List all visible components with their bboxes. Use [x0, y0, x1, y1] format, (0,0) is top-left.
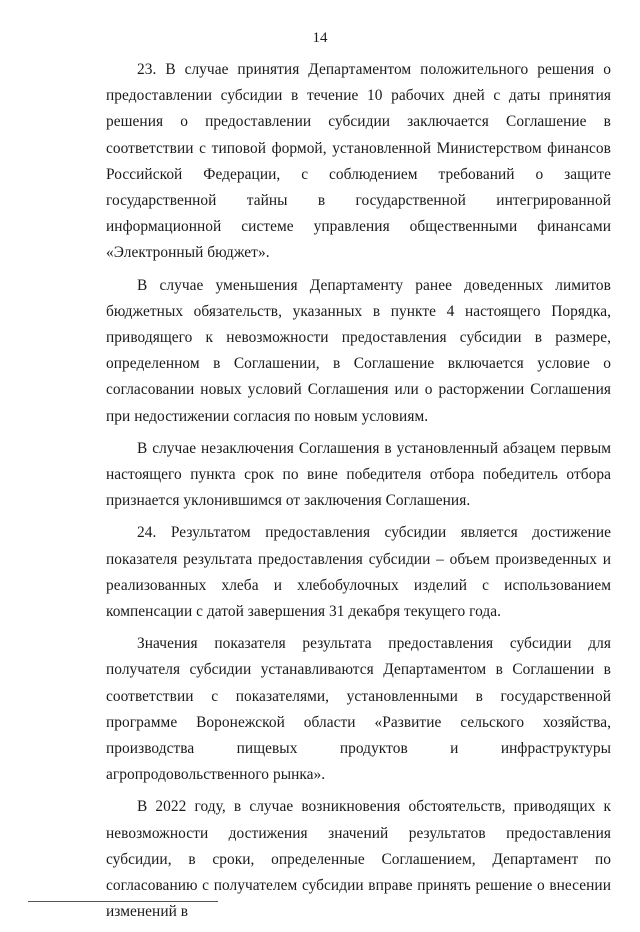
page-number: 14: [312, 30, 328, 46]
paragraph-indicator-values: Значения показателя результата предоставления субсидии для получателя субсидии устанавливаются Департаментом в Соглашении в соответствии с показателями, установленными в государственной программе Воронежской области «Развитие сельского хозяйства, производства пищевых продуктов и инфраструктуры агропродовольственного рынка».: [106, 635, 611, 784]
paragraph-23: 23. В случае принятия Департаментом положительного решения о предоставлении субсидии в течение 10 рабочих дней с даты принятия решения о предоставлении субсидии заключается Соглашение в соответствии с типовой формой, установленной Министерством финансов Российской Федерации, с соблюдением требований о защите государственной тайны в государственной интегрированной информационной системе управления общественными финансами «Электронный бюджет».: [106, 61, 611, 262]
document-body: [106, 57, 611, 932]
paragraph-non-conclusion: В случае незаключения Соглашения в установленный абзацем первым настоящего пункта срок по вине победителя отбора победитель отбора признается уклонившимся от заключения Соглашения.: [106, 439, 611, 510]
paragraph-2022: В 2022 году, в случае возникновения обстоятельств, приводящих к невозможности достижения значений результатов предоставления субсидии, в сроки, определенные Соглашением, Департамент по согласованию с получателем субсидии вправе принять решение о внесении изменений в: [106, 798, 611, 921]
footer-rule: [28, 901, 218, 902]
paragraph-limits-reduction: В случае уменьшения Департаменту ранее доведенных лимитов бюджетных обязательств, указанных в пункте 4 настоящего Порядка, приводящего к невозможности предоставления субсидии в размере, определенном в Соглашении, в Соглашение включается условие о согласовании новых условий Соглашения или о расторжении Соглашения при недостижении согласия по новым условиям.: [106, 276, 611, 425]
paragraph-24: 24. Результатом предоставления субсидии является достижение показателя результата предоставления субсидии – объем произведенных и реализованных хлеба и хлебобулочных изделий с использованием компенсации с датой завершения 31 декабря текущего года.: [106, 524, 611, 621]
